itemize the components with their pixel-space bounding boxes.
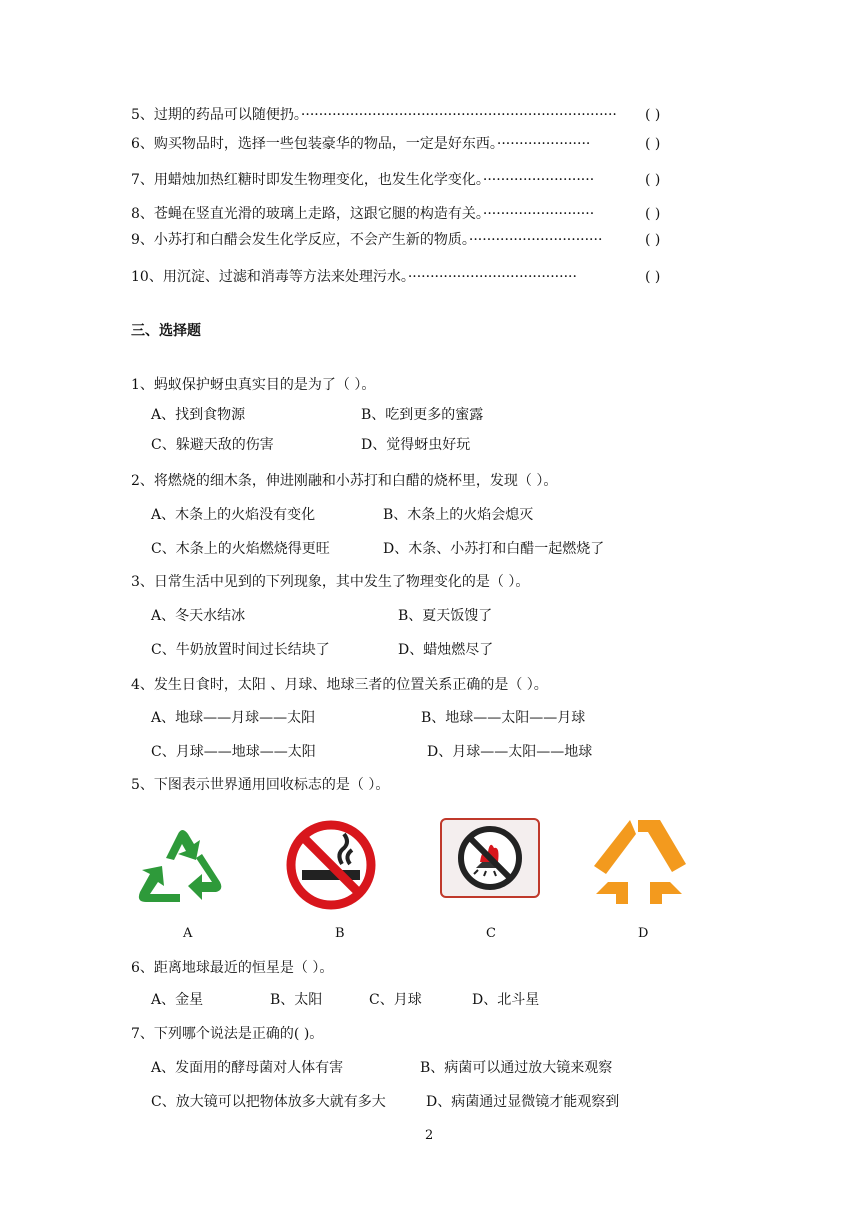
question-1-option-c[interactable]: C、躲避天敌的伤害 <box>151 437 274 453</box>
tf-dots: ······································································· <box>300 107 617 123</box>
question-2-stem: 2、将燃烧的细木条，伸进刚融和小苏打和白醋的烧杯里，发现（ ）。 <box>131 473 558 489</box>
tf-text: 7、用蜡烛加热红糖时即发生物理变化，也发生化学变化。 <box>131 172 483 188</box>
option-d-label[interactable]: D <box>638 926 649 941</box>
question-2-option-c[interactable]: C、木条上的火焰燃烧得更旺 <box>151 541 330 557</box>
question-7-option-c[interactable]: C、放大镜可以把物体放多大就有多大 <box>151 1094 386 1110</box>
tf-dots: ······························ <box>468 232 603 248</box>
question-3-stem: 3、日常生活中见到的下列现象，其中发生了物理变化的是（ ）。 <box>131 574 530 590</box>
question-6-option-a[interactable]: A、金星 <box>151 992 204 1008</box>
question-6-option-c[interactable]: C、月球 <box>369 992 422 1008</box>
question-1-stem: 1、蚂蚁保护蚜虫真实目的是为了（ ）。 <box>131 377 376 393</box>
tf-item-6 <box>131 134 590 154</box>
answer-paren[interactable]: ( ) <box>645 206 661 222</box>
question-4-option-b[interactable]: B、地球——太阳——月球 <box>421 710 586 726</box>
question-4-option-d[interactable]: D、月球——太阳——地球 <box>427 744 593 760</box>
answer-paren[interactable]: ( ) <box>645 136 661 152</box>
question-1-option-a[interactable]: A、找到食物源 <box>151 407 246 423</box>
tf-item-5 <box>131 105 617 125</box>
answer-paren[interactable]: ( ) <box>645 107 661 123</box>
question-3-option-c[interactable]: C、牛奶放置时间过长结块了 <box>151 642 330 658</box>
question-7-stem: 7、下列哪个说法是正确的( )。 <box>131 1026 324 1042</box>
question-2-option-a[interactable]: A、木条上的火焰没有变化 <box>151 507 316 523</box>
question-7-option-b[interactable]: B、病菌可以通过放大镜来观察 <box>420 1060 613 1076</box>
tf-dots: ························· <box>482 172 595 188</box>
question-7-option-d[interactable]: D、病菌通过显微镜才能观察到 <box>426 1094 620 1110</box>
no-fire-icon[interactable] <box>440 818 540 898</box>
question-7-option-a[interactable]: A、发面用的酵母菌对人体有害 <box>151 1060 344 1076</box>
question-4-option-a[interactable]: A、地球——月球——太阳 <box>151 710 316 726</box>
question-6-option-d[interactable]: D、北斗星 <box>472 992 540 1008</box>
question-6-stem: 6、距离地球最近的恒星是（ ）。 <box>131 960 334 976</box>
tf-item-7 <box>131 170 594 190</box>
tf-text: 5、过期的药品可以随便扔。 <box>131 107 301 123</box>
section-title: 三、选择题 <box>131 323 201 339</box>
question-1-option-d[interactable]: D、觉得蚜虫好玩 <box>361 437 471 453</box>
tf-dots: ························· <box>482 206 595 222</box>
answer-paren[interactable]: ( ) <box>645 269 661 285</box>
tf-item-8 <box>131 204 594 224</box>
recycle-icon[interactable] <box>130 820 235 912</box>
orange-recycle-icon[interactable] <box>588 816 690 910</box>
question-4-stem: 4、发生日食时，太阳 、月球、地球三者的位置关系正确的是（ ）。 <box>131 677 548 693</box>
tf-text: 8、苍蝇在竖直光滑的玻璃上走路，这跟它腿的构造有关。 <box>131 206 483 222</box>
question-5-stem: 5、下图表示世界通用回收标志的是（ ）。 <box>131 777 390 793</box>
tf-item-10 <box>131 267 577 287</box>
question-2-option-d[interactable]: D、木条、小苏打和白醋一起燃烧了 <box>383 541 605 557</box>
page-number: 2 <box>425 1128 434 1143</box>
question-2-option-b[interactable]: B、木条上的火焰会熄灭 <box>383 507 534 523</box>
question-3-option-b[interactable]: B、夏天饭馊了 <box>398 608 493 624</box>
option-a-label[interactable]: A <box>183 926 193 941</box>
tf-text: 10、用沉淀、过滤和消毒等方法来处理污水。 <box>131 269 408 285</box>
tf-item-9 <box>131 230 602 250</box>
answer-paren[interactable]: ( ) <box>645 172 661 188</box>
question-3-option-d[interactable]: D、蜡烛燃尽了 <box>398 642 494 658</box>
option-b-label[interactable]: B <box>335 926 345 941</box>
tf-dots: ····················· <box>496 136 591 152</box>
tf-text: 6、购买物品时，选择一些包装豪华的物品，一定是好东西。 <box>131 136 497 152</box>
answer-paren[interactable]: ( ) <box>645 232 661 248</box>
question-6-option-b[interactable]: B、太阳 <box>270 992 323 1008</box>
question-3-option-a[interactable]: A、冬天水结冰 <box>151 608 246 624</box>
tf-text: 9、小苏打和白醋会发生化学反应，不会产生新的物质。 <box>131 232 469 248</box>
question-4-option-c[interactable]: C、月球——地球——太阳 <box>151 744 316 760</box>
question-1-option-b[interactable]: B、吃到更多的蜜露 <box>361 407 484 423</box>
tf-dots: ······································ <box>407 269 577 285</box>
no-smoking-icon[interactable] <box>284 818 378 912</box>
option-c-label[interactable]: C <box>486 926 496 941</box>
